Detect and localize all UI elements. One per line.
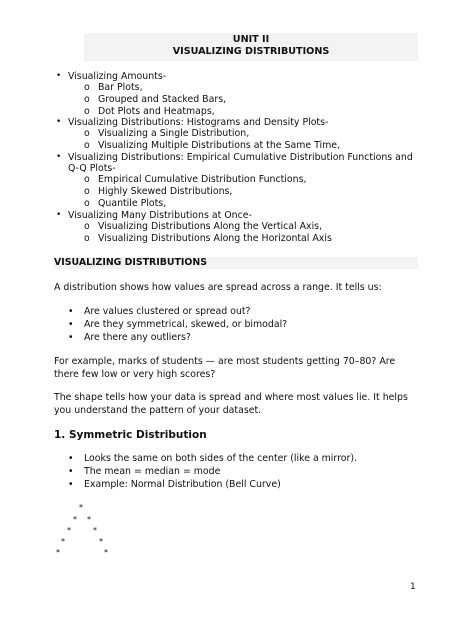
outline-subitem-label: Visualizing Distributions Along the Vertical Axis, (98, 221, 323, 232)
intro-paragraph: A distribution shows how values are spread across a range. It tells us: (54, 282, 382, 293)
outline-subitem-label: Visualizing Multiple Distributions at the Same Time, (98, 140, 341, 151)
list-item-text: Are they symmetrical, skewed, or bimodal? (84, 319, 288, 330)
bullet-icon: • (56, 117, 62, 127)
outline-item-label: Visualizing Amounts- (68, 71, 167, 82)
outline-subitem-label: Quantile Plots, (98, 198, 167, 209)
section-heading (54, 257, 418, 269)
sub-bullet-icon: o (84, 128, 90, 139)
star-mark: * (87, 515, 91, 524)
outline-item-label: Visualizing Many Distributions at Once- (68, 210, 252, 221)
sub-bullet-icon: o (84, 82, 90, 93)
sub-bullet-icon: o (84, 94, 90, 105)
list-item-text: Looks the same on both sides of the center (like a mirror). (84, 453, 357, 464)
bullet-icon: • (68, 319, 74, 330)
shape-paragraph-line: you understand the pattern of your dataset. (54, 405, 262, 416)
bullet-icon: • (56, 71, 62, 81)
star-mark: * (67, 526, 71, 535)
outline-subitem-label: Visualizing a Single Distribution, (98, 128, 250, 139)
bullet-icon: • (68, 466, 74, 477)
sub-bullet-icon: o (84, 174, 90, 185)
example-paragraph-line: there few low or very high scores? (54, 369, 216, 380)
subsection-heading: 1. Symmetric Distribution (54, 429, 207, 441)
example-paragraph-line: For example, marks of students — are most students getting 70–80? Are (54, 356, 396, 367)
star-mark: * (99, 537, 103, 546)
outline-subitem-label: Grouped and Stacked Bars, (98, 94, 227, 105)
star-mark: * (104, 548, 108, 557)
star-mark: * (93, 526, 97, 535)
star-mark: * (79, 503, 83, 512)
outline-subitem-label: Bar Plots, (98, 82, 143, 93)
sub-bullet-icon: o (84, 106, 90, 117)
list-item-text: Are values clustered or spread out? (84, 306, 251, 317)
star-mark: * (73, 515, 77, 524)
bullet-icon: • (56, 152, 62, 162)
outline-subitem-label: Dot Plots and Heatmaps, (98, 106, 215, 117)
sub-bullet-icon: o (84, 221, 90, 232)
outline-subitem-label: Empirical Cumulative Distribution Functions, (98, 174, 307, 185)
list-item-text: Are there any outliers? (84, 332, 191, 343)
bullet-icon: • (68, 332, 74, 343)
page-title: VISUALIZING DISTRIBUTIONS (172, 46, 330, 57)
unit-title: UNIT II (232, 34, 270, 45)
outline-item-label: Q-Q Plots- (68, 163, 116, 174)
bullet-icon: • (56, 210, 62, 220)
bullet-icon: • (68, 453, 74, 464)
star-mark: * (56, 548, 60, 557)
outline-subitem-label: Highly Skewed Distributions, (98, 186, 233, 197)
sub-bullet-icon: o (84, 198, 90, 209)
sub-bullet-icon: o (84, 186, 90, 197)
outline-subitem-label: Visualizing Distributions Along the Horizontal Axis (98, 233, 332, 244)
outline-item-label: Visualizing Distributions: Empirical Cumulative Distribution Functions and (68, 152, 413, 163)
section-heading-text: VISUALIZING DISTRIBUTIONS (54, 257, 207, 268)
star-mark: * (61, 537, 65, 546)
sub-bullet-icon: o (84, 233, 90, 244)
shape-paragraph-line: The shape tells how your data is spread and where most values lie. It helps (54, 392, 408, 403)
bullet-icon: • (68, 306, 74, 317)
bullet-icon: • (68, 479, 74, 490)
list-item-text: The mean = median = mode (84, 466, 221, 477)
outline-item-label: Visualizing Distributions: Histograms and Density Plots- (68, 117, 329, 128)
sub-bullet-icon: o (84, 140, 90, 151)
list-item-text: Example: Normal Distribution (Bell Curve) (84, 479, 281, 490)
page-number: 1 (410, 582, 416, 592)
